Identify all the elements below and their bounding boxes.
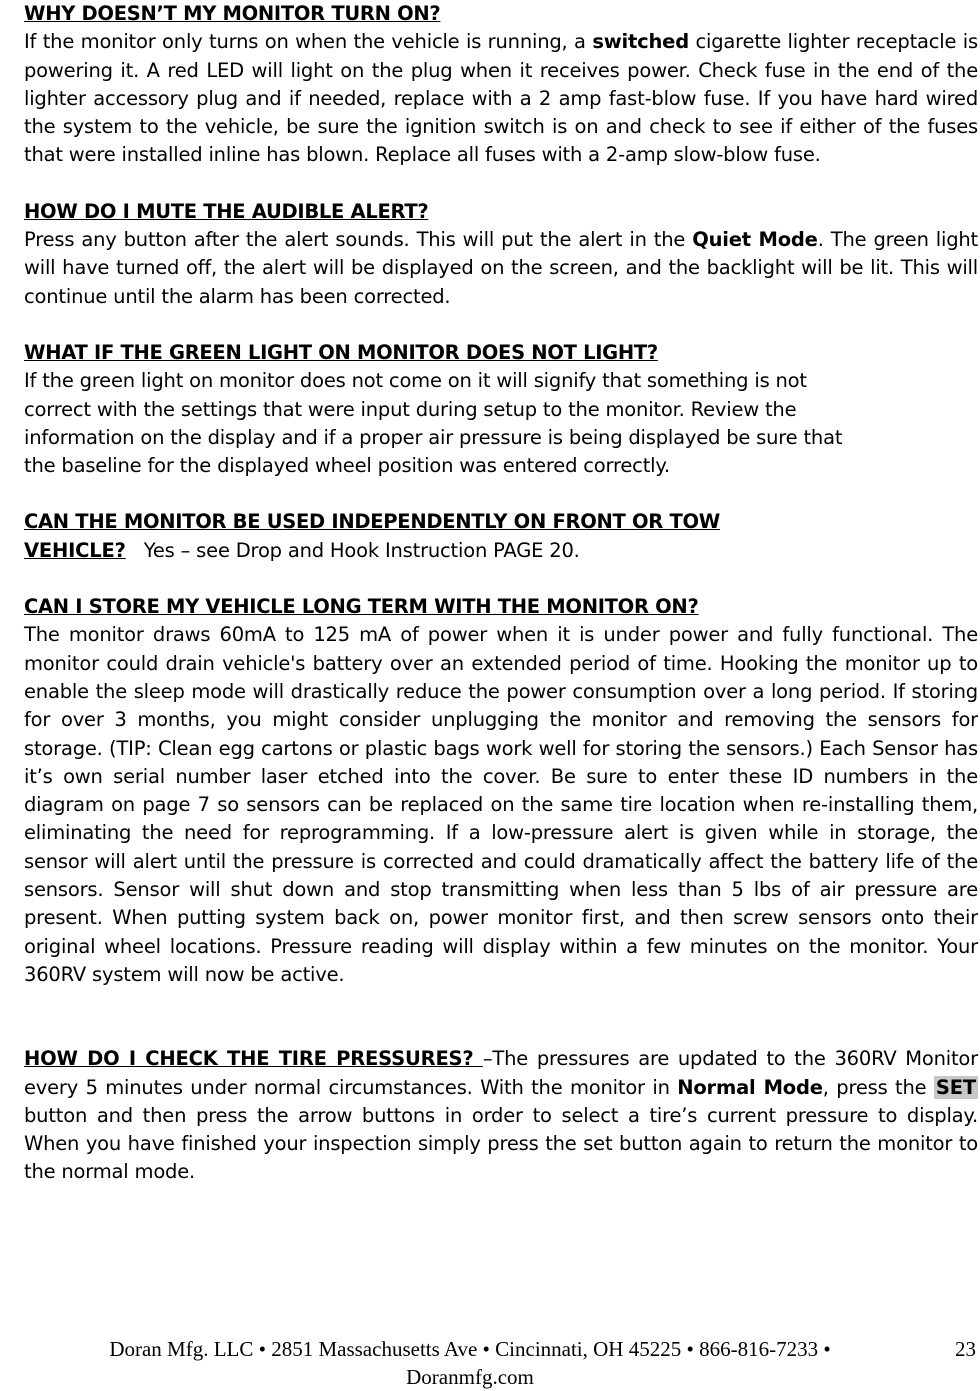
heading-green-light: WHAT IF THE GREEN LIGHT ON MONITOR DOES NOT LIGHT? xyxy=(24,340,658,364)
set-button-label: SET xyxy=(935,1075,976,1099)
section-mute-alert xyxy=(24,198,978,311)
footer-website: Doranmfg.com xyxy=(406,1365,534,1389)
section-check-pressures xyxy=(24,1045,978,1186)
body-green-line-4: the baseline for the displayed wheel position was entered correctly. xyxy=(24,454,670,478)
text-run: Press any button after the alert sounds. This will put the alert in the xyxy=(24,228,693,252)
footer-address: Doran Mfg. LLC • 2851 Massachusetts Ave • Cincinnati, OH 45225 • 866-816-7233 • xyxy=(109,1337,831,1361)
document-page xyxy=(24,0,978,1187)
heading-mute-alert: HOW DO I MUTE THE AUDIBLE ALERT? xyxy=(24,199,429,223)
section-green-light xyxy=(24,339,978,480)
text-run: , press the xyxy=(822,1075,934,1099)
heading-check-pressures: HOW DO I CHECK THE TIRE PRESSURES? xyxy=(24,1047,483,1071)
body-long-term-storage: The monitor draws 60mA to 125 mA of power when it is under power and fully functional. The monitor could drain vehicle's battery over an extended period of time. Hooking the monitor up to enable the sleep mode will drastically reduce the power consumption over a long period. If storing for over 3 months, you might consider unplugging the monitor and removing the sensors for storage. (TIP: Clean egg cartons or plastic bags work well for storing the sensors.) Each Sensor has it’s own serial number laser etched into the cover. Be sure to enter these ID numbers in the diagram on page 7 so sensors can be replaced on the same tire location when re-installing them, eliminating the need for reprogramming. If a low-pressure alert is given while in storage, the sensor will alert until the pressure is corrected and could dramatically affect the battery life of the sensors. Sensor will shut down and stop transmitting when less than 5 lbs of air pressure are present. When putting system back on, power monitor first, and then screw sensors onto their original wheel locations. Pressure reading will display within a few minutes on the monitor. Your 360RV system will now be active. xyxy=(24,623,978,986)
heading-independent-line-2 xyxy=(24,537,978,565)
body-green-line-3: information on the display and if a proper air pressure is being displayed be sure that xyxy=(24,425,843,449)
text-run: button and then press the arrow buttons in order to select a tire’s current pressure to display. When you have finished your inspection simply press the set button again to return the monitor to the normal mode. xyxy=(24,1103,978,1184)
page-footer xyxy=(0,1335,980,1391)
emphasis-normal-mode: Normal Mode xyxy=(677,1075,823,1099)
body-green-line-1: If the green light on monitor does not come on it will signify that something is not xyxy=(24,369,807,393)
body-mute-alert xyxy=(24,226,978,311)
emphasis-quiet-mode: Quiet Mode xyxy=(692,228,818,252)
heading-long-term-storage: CAN I STORE MY VEHICLE LONG TERM WITH THE MONITOR ON? xyxy=(24,595,699,619)
section-independent-use xyxy=(24,508,978,565)
text-run: If the monitor only turns on when the vehicle is running, a xyxy=(24,30,593,54)
body-check-pressures xyxy=(24,1045,978,1186)
heading-independent-vehicle: VEHICLE? xyxy=(24,538,126,562)
heading-independent-line-1: CAN THE MONITOR BE USED INDEPENDENTLY ON FRONT OR TOW xyxy=(24,510,720,534)
section-long-term-storage xyxy=(24,593,978,989)
page-number: 23 xyxy=(955,1337,976,1361)
emphasis-switched: switched xyxy=(592,30,689,54)
body-monitor-turn-on xyxy=(24,28,978,169)
text-run: . The green light will have turned off, the alert will be displayed on the screen, and the backlight will be lit. This will continue until the alarm has been corrected. xyxy=(24,228,979,308)
heading-monitor-turn-on: WHY DOESN’T MY MONITOR TURN ON? xyxy=(24,2,441,25)
text-run: –The pressures are updated to the 360RV Monitor every 5 minutes under normal circumstances. With the monitor in xyxy=(24,1047,978,1099)
body-green-line-2: correct with the settings that were input during setup to the monitor. Review the xyxy=(24,397,797,421)
text-run: cigarette lighter receptacle is powering it. A red LED will light on the plug when it receives power. Check fuse in the end of the lighter accessory plug and if needed, replace with a 2 amp fast-blow fuse. If you have hard wired the system to the vehicle, be sure the ignition switch is on and check to see if either of the fuses that were installed inline has blown. Replace all fuses with a 2-amp slow-blow fuse. xyxy=(24,30,978,167)
answer-independent: Yes – see Drop and Hook Instruction PAGE 20. xyxy=(125,538,580,562)
section-monitor-turn-on xyxy=(24,0,978,170)
